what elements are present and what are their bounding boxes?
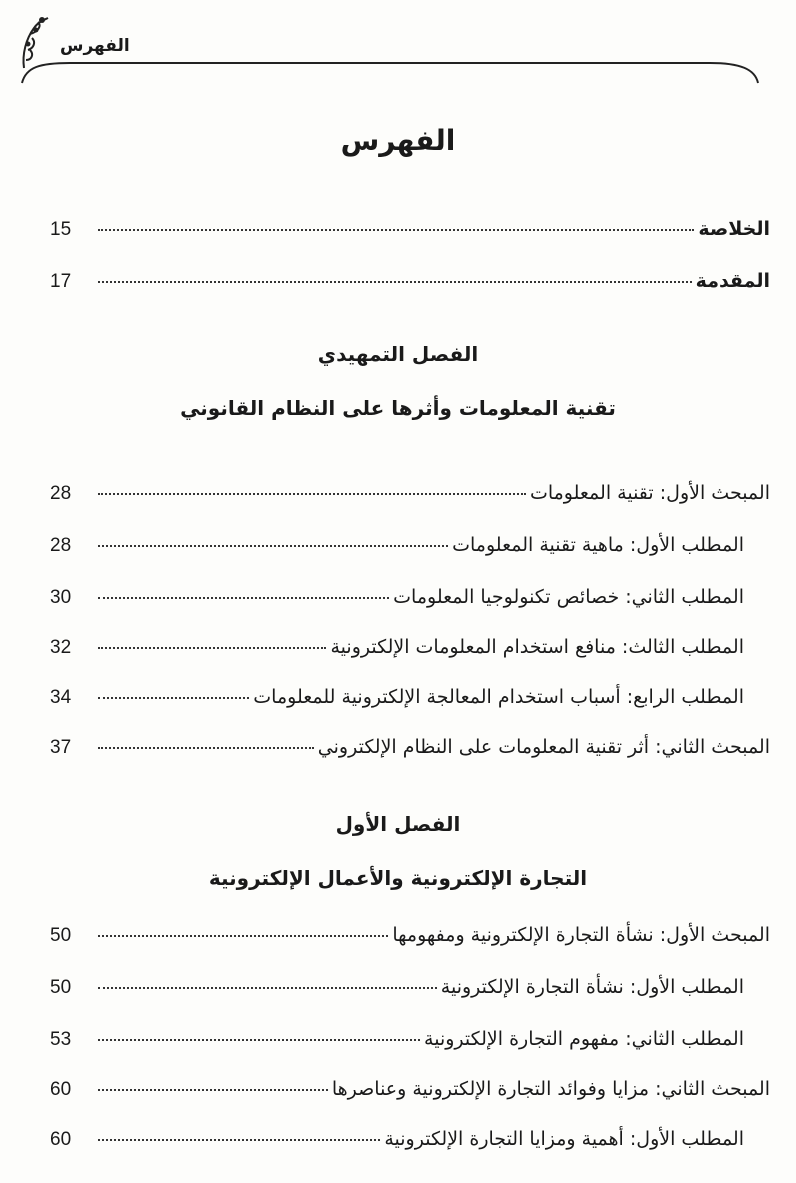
toc-entry[interactable] — [50, 1078, 770, 1108]
page-number: 50 — [50, 925, 72, 946]
toc-entry[interactable] — [50, 736, 770, 766]
toc-entry[interactable] — [50, 636, 744, 666]
page-number: 28 — [50, 535, 72, 556]
page-number: 32 — [50, 637, 72, 658]
leader-dots — [98, 647, 326, 649]
toc-entry[interactable] — [50, 686, 744, 716]
entry-title: المبحث الأول: نشأة التجارة الإلكترونية ومفهومها — [392, 924, 770, 946]
chapter-subtitle: التجارة الإلكترونية والأعمال الإلكترونية — [208, 866, 588, 890]
entry-title: المقدمة — [695, 270, 770, 292]
page-number: 17 — [50, 271, 72, 292]
page-number: 28 — [50, 483, 72, 504]
leader-dots — [98, 747, 314, 749]
page-number: 60 — [50, 1129, 72, 1150]
leader-dots — [98, 597, 389, 599]
leader-dots — [98, 697, 249, 699]
entry-title: المطلب الثاني: مفهوم التجارة الإلكترونية — [424, 1028, 744, 1050]
leader-dots — [98, 545, 448, 547]
toc-entry[interactable] — [50, 586, 744, 616]
page-number: 30 — [50, 587, 72, 608]
page-title: الفهرس — [340, 124, 456, 157]
entry-title: المطلب الأول: نشأة التجارة الإلكترونية — [440, 976, 744, 998]
chapter-subtitle: تقنية المعلومات وأثرها على النظام القانوني — [180, 396, 616, 420]
entry-title: المطلب الأول: ماهية تقنية المعلومات — [452, 534, 744, 556]
entry-title: المطلب الثاني: خصائص تكنولوجيا المعلومات — [393, 586, 744, 608]
page-number: 60 — [50, 1079, 72, 1100]
page-number: 53 — [50, 1029, 72, 1050]
toc-entry[interactable] — [50, 218, 770, 248]
leader-dots — [98, 1089, 328, 1091]
leader-dots — [98, 935, 388, 937]
entry-title: المطلب الثالث: منافع استخدام المعلومات الإلكترونية — [330, 636, 744, 658]
toc-entry[interactable] — [50, 482, 770, 512]
toc-entry[interactable] — [50, 1128, 744, 1158]
entry-title: المبحث الثاني: مزايا وفوائد التجارة الإلكترونية وعناصرها — [331, 1078, 770, 1100]
toc-entry[interactable] — [50, 270, 770, 300]
entry-title: المطلب الأول: أهمية ومزايا التجارة الإلكترونية — [384, 1128, 744, 1150]
page-number: 37 — [50, 737, 72, 758]
header-rule — [20, 55, 760, 85]
entry-title: المبحث الثاني: أثر تقنية المعلومات على النظام الإلكتروني — [317, 736, 770, 758]
leader-dots — [98, 1039, 420, 1041]
leader-dots — [98, 493, 526, 495]
page-number: 50 — [50, 977, 72, 998]
toc-entry[interactable] — [50, 976, 744, 1006]
entry-title: المطلب الرابع: أسباب استخدام المعالجة الإلكترونية للمعلومات — [253, 686, 744, 708]
running-head: الفهرس — [60, 36, 130, 56]
page-number: 15 — [50, 219, 72, 240]
page-number: 34 — [50, 687, 72, 708]
chapter-label: الفصل الأول — [335, 812, 461, 836]
toc-entry[interactable] — [50, 924, 770, 954]
entry-title: الخلاصة — [698, 218, 770, 240]
leader-dots — [98, 281, 692, 283]
toc-entry[interactable] — [50, 534, 744, 564]
entry-title: المبحث الأول: تقنية المعلومات — [529, 482, 770, 504]
chapter-label: الفصل التمهيدي — [317, 342, 479, 366]
leader-dots — [98, 1139, 380, 1141]
leader-dots — [98, 229, 694, 231]
leader-dots — [98, 987, 437, 989]
toc-entry[interactable] — [50, 1028, 744, 1058]
